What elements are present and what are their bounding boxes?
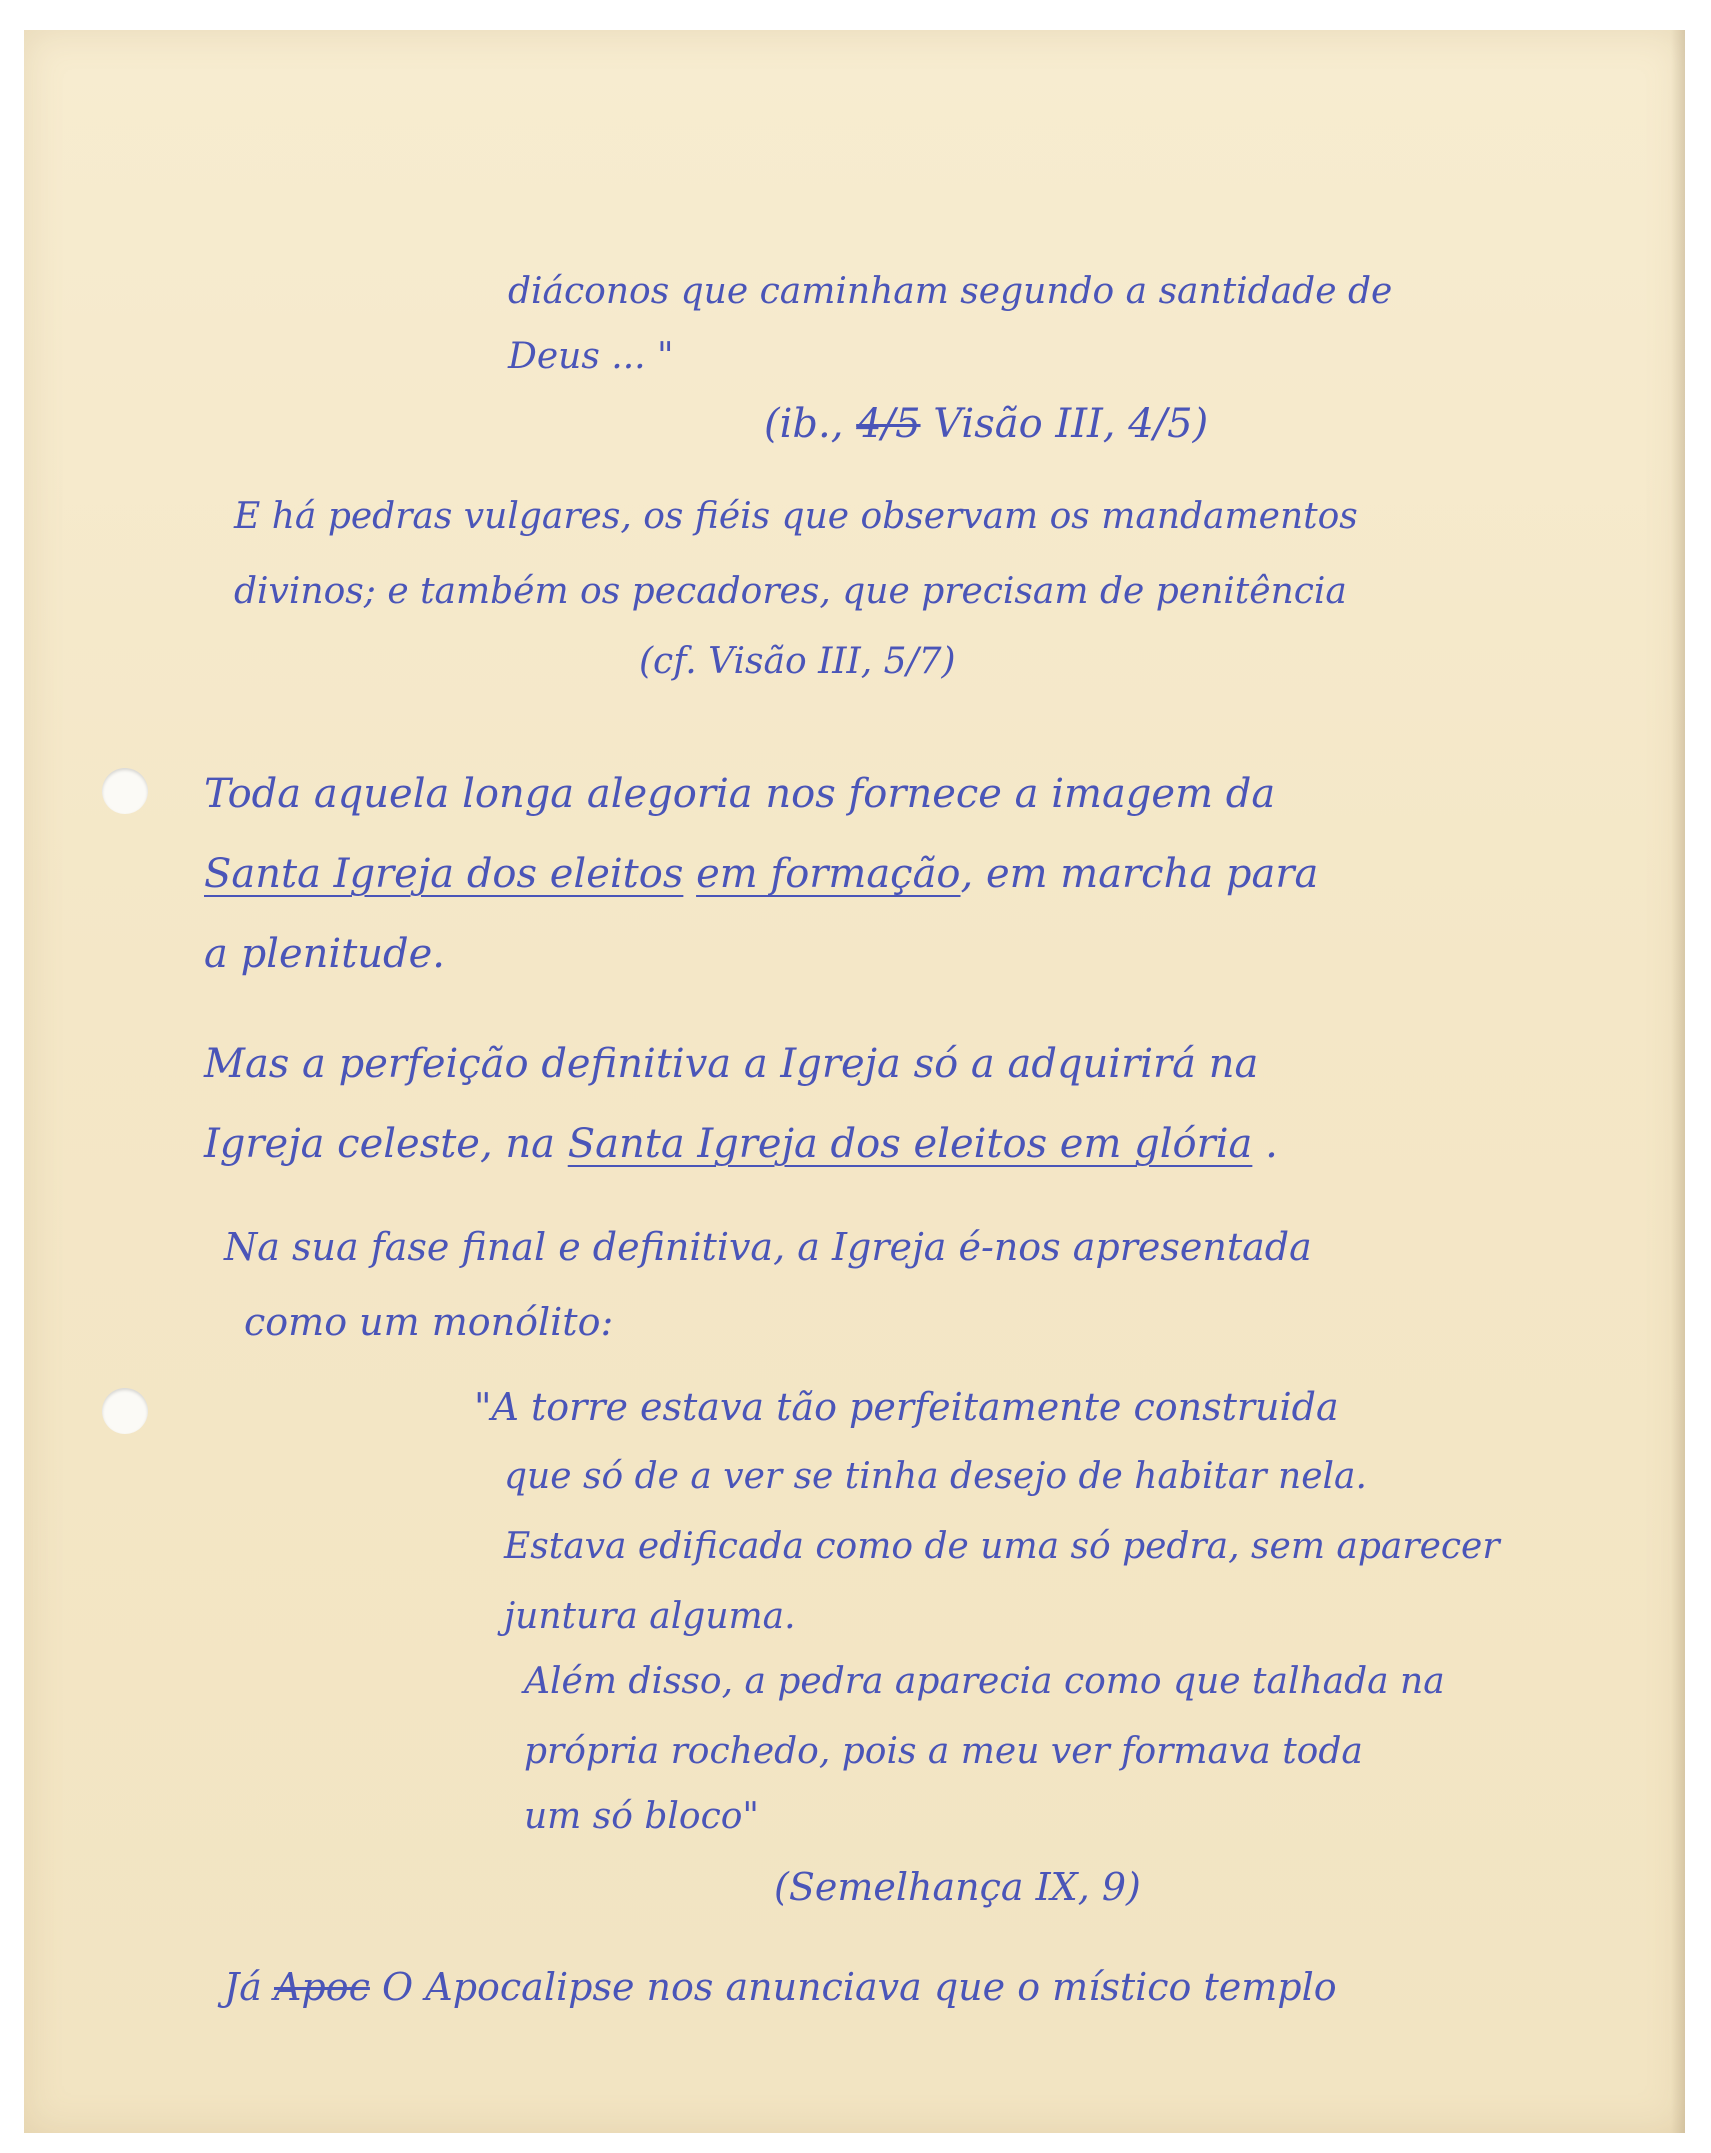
quote-line: que só de a ver se tinha desejo de habitar nela.: [504, 1456, 1367, 1497]
text-line: como um monólito:: [244, 1300, 614, 1344]
punch-hole-bottom: [102, 1388, 148, 1434]
quote-line: juntura alguma.: [504, 1596, 796, 1637]
quote-line: Estava edificada como de uma só pedra, sem aparecer: [504, 1526, 1500, 1567]
text-line: Deus ... ": [508, 336, 674, 377]
citation-rest: Visão III, 4/5): [933, 401, 1209, 447]
text-line: a plenitude.: [204, 931, 446, 977]
punch-hole-top: [102, 768, 148, 814]
quote-line: "A torre estava tão perfeitamente construida: [474, 1385, 1339, 1429]
citation-line: [764, 400, 1208, 448]
text-segment: Igreja celeste, na: [204, 1121, 556, 1167]
struck-text: 4/5: [856, 401, 921, 447]
text-segment: .: [1265, 1121, 1278, 1167]
text-line: Toda aquela longa alegoria nos fornece a imagem da: [204, 771, 1276, 817]
citation-line: (Semelhança IX, 9): [774, 1865, 1141, 1909]
citation-open: (ib.,: [764, 401, 844, 447]
manuscript-page: [24, 30, 1685, 2133]
text-segment: O Apocalipse nos anunciava que o místico templo: [382, 1965, 1337, 2009]
quote-line: Além disso, a pedra aparecia como que talhada na: [524, 1661, 1445, 1702]
text-segment: , em marcha para: [960, 851, 1319, 897]
text-line: [204, 1120, 1278, 1168]
underlined-phrase: Santa Igreja dos eleitos em glória: [567, 1121, 1253, 1167]
text-line: [224, 1965, 1337, 2011]
text-line: diáconos que caminham segundo a santidade de: [508, 271, 1393, 312]
underlined-phrase: Santa Igreja dos eleitos: [204, 851, 684, 897]
citation-line: (cf. Visão III, 5/7): [639, 641, 956, 682]
quote-line: um só bloco": [524, 1796, 759, 1837]
quote-line: própria rochedo, pois a meu ver formava toda: [524, 1731, 1363, 1772]
text-line: [204, 850, 1318, 898]
underlined-phrase: em formação: [696, 851, 961, 897]
text-segment: Já: [224, 1965, 262, 2009]
struck-text: Apoc: [273, 1965, 370, 2009]
text-line: divinos; e também os pecadores, que precisam de penitência: [234, 571, 1347, 612]
text-line: Mas a perfeição definitiva a Igreja só a adquirirá na: [204, 1041, 1259, 1087]
text-line: Na sua fase final e definitiva, a Igreja é-nos apresentada: [224, 1225, 1312, 1269]
text-line: E há pedras vulgares, os fiéis que observam os mandamentos: [234, 496, 1358, 537]
